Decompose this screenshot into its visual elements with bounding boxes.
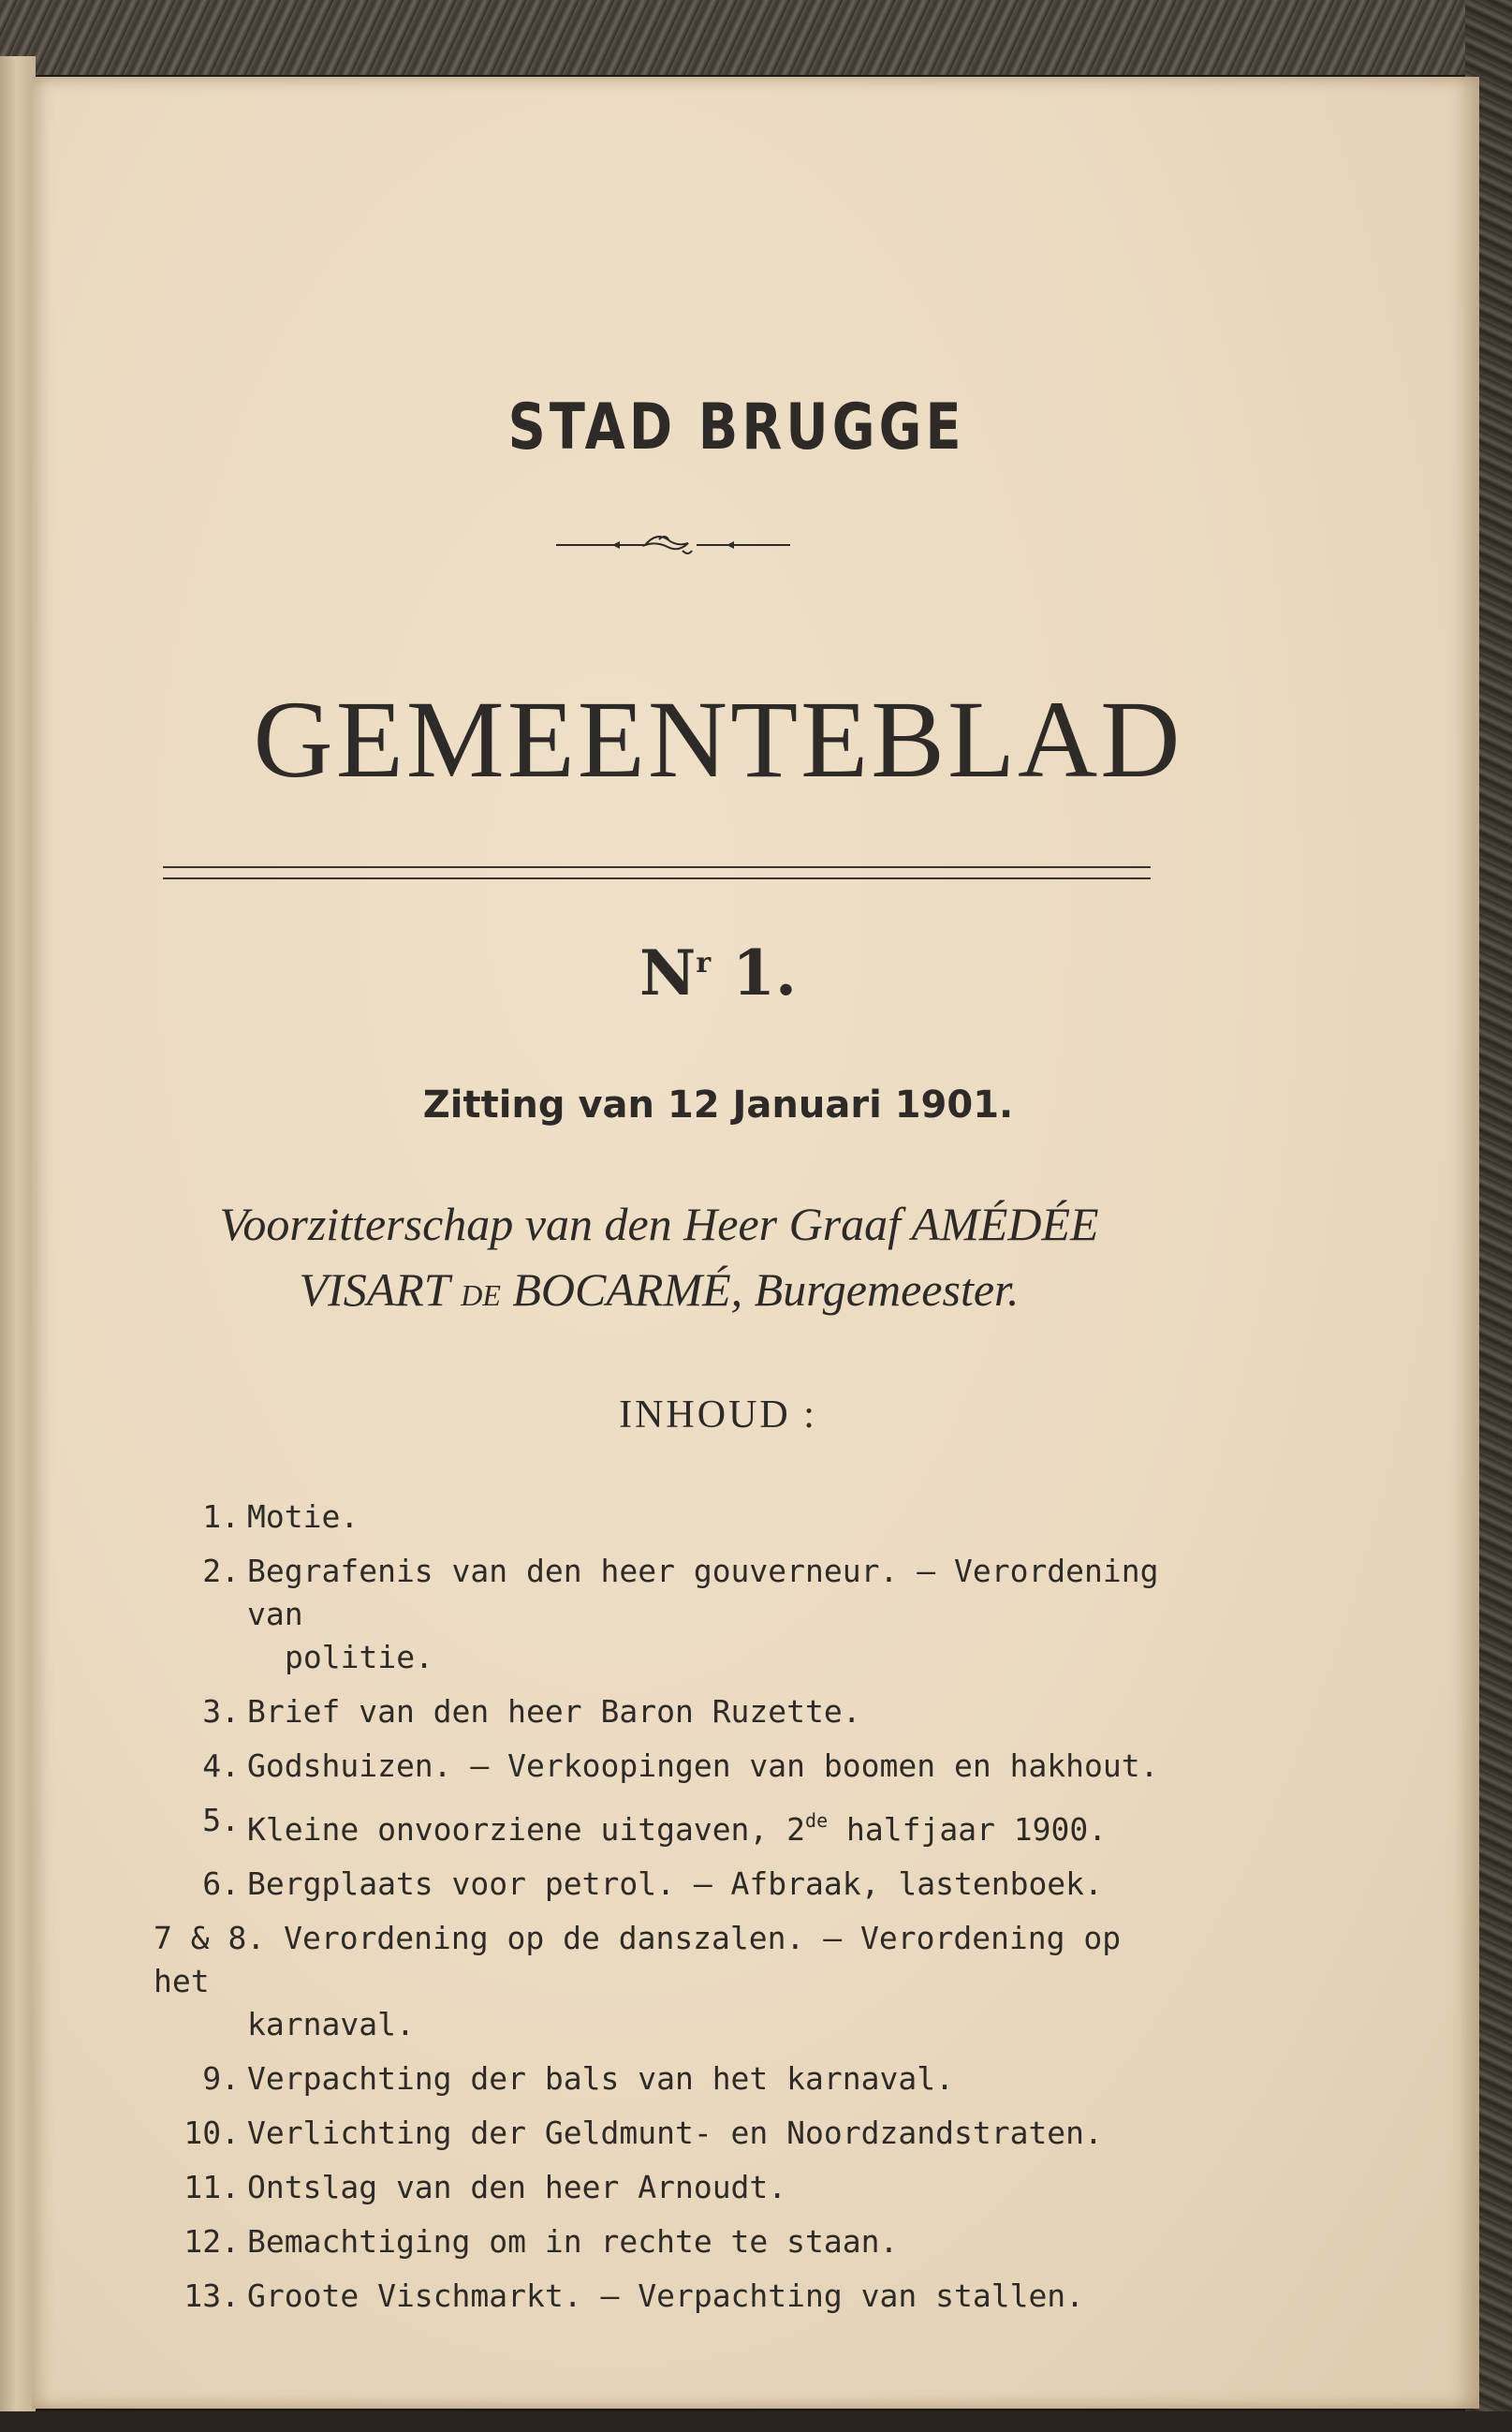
contents-item: 9. Verpachting der bals van het karnaval. bbox=[202, 2060, 954, 2097]
book-binding-top bbox=[0, 0, 1512, 75]
contents-item: 1. Motie. bbox=[202, 1498, 360, 1535]
contents-item: 7 & 8. Verordening op de danszalen. — Verordening op het karnaval. bbox=[154, 1920, 1122, 2042]
contents-item: 5. Kleine onvoorziene uitgaven, 2de halfjaar 1900. bbox=[202, 1802, 1108, 1848]
contents-item: 10. Verlichting der Geldmunt- en Noordzandstraten. bbox=[183, 2115, 1103, 2151]
publication-title: GEMEENTEBLAD bbox=[253, 678, 1183, 801]
double-rule-divider bbox=[163, 866, 1151, 879]
presidency-line-1: Voorzitterschap van den Heer Graaf AMÉDÉE bbox=[219, 1198, 1099, 1250]
book-page-edge-left bbox=[0, 56, 36, 2432]
contents-item: 4. Godshuizen. — Verkoopingen van boomen en hakhout. bbox=[202, 1747, 1159, 1784]
book-binding-bottom bbox=[0, 2411, 1512, 2432]
contents-item: 13. Groote Vischmarkt. — Verpachting van stallen. bbox=[183, 2277, 1085, 2314]
ornament-divider-icon bbox=[556, 526, 790, 564]
contents-item: 6. Bergplaats voor petrol. — Afbraak, lastenboek. bbox=[202, 1865, 1103, 1902]
contents-list bbox=[154, 1496, 1165, 2329]
document-page bbox=[32, 77, 1479, 2409]
contents-item: 12. Bemachtiging om in rechte te staan. bbox=[183, 2223, 899, 2260]
contents-item: 11. Ontslag van den heer Arnoudt. bbox=[183, 2169, 787, 2205]
city-title: STAD BRUGGE bbox=[507, 391, 965, 464]
presidency-statement bbox=[163, 1191, 1155, 1328]
contents-heading: INHOUD : bbox=[619, 1393, 817, 1437]
contents-item: 2. Begrafenis van den heer gouverneur. — Verordening van politie. bbox=[202, 1553, 1159, 1675]
session-date: Zitting van 12 Januari 1901. bbox=[422, 1083, 1014, 1127]
issue-number: $N^r$ 1. bbox=[639, 936, 798, 1010]
contents-item: 3. Brief van den heer Baron Ruzette. bbox=[202, 1693, 861, 1730]
presidency-line-2: VISART DE BOCARMÉ, Burgemeester. bbox=[299, 1263, 1020, 1316]
